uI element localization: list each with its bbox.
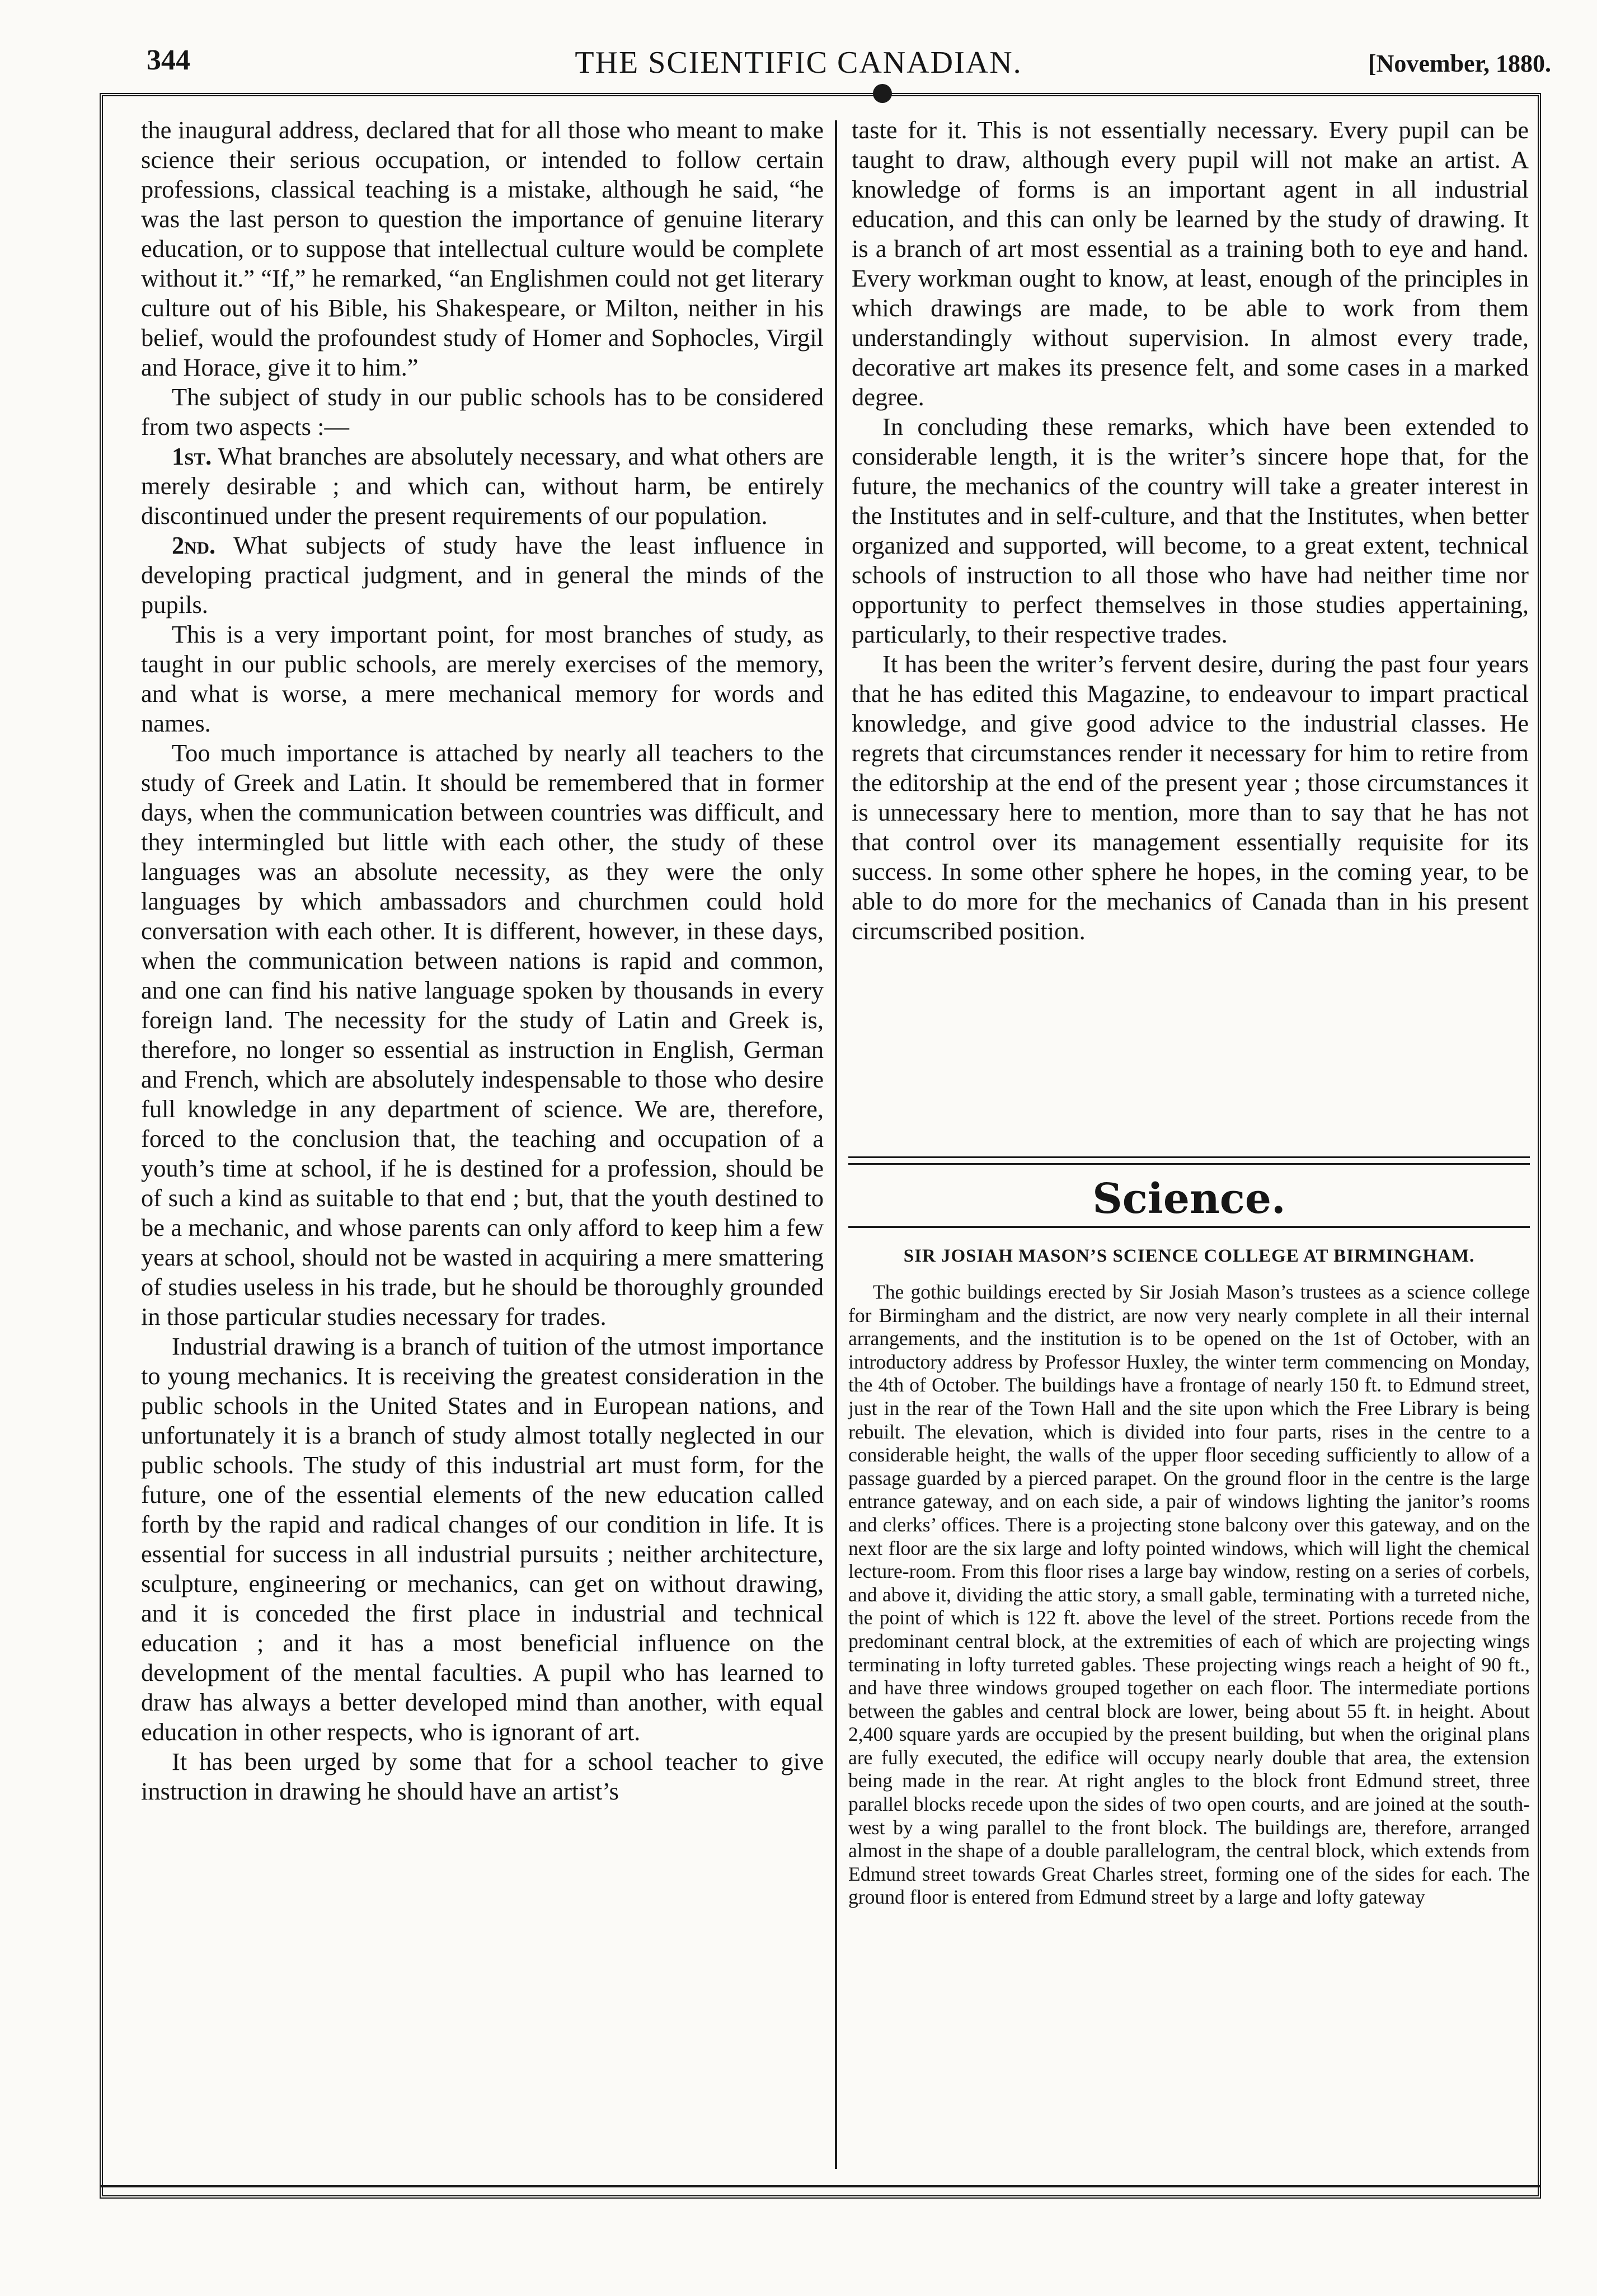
paragraph: Too much importance is attached by nearly all teachers to the study of Greek and Latin. It should be remembered that in former days, when the communication between countries was difficult, and they intermingled but little with each other, the study of these languages was an absolute necessity, as they were the only languages by which ambassadors and churchmen could hold conversation with each other. It is different, however, in these days, when the communication between nations is rapid and common, and one can find his native language spoken by thousands in every foreign land. The necessity for the study of Latin and Greek is, therefore, no longer so essential as instruction in English, German and French, which are absolutely indespensable to those who desire full knowledge in any department of science. We are, therefore, forced to the conclusion that, the teaching and occupation of a youth’s time at school, if he is destined for a profession, should be of such a kind as suitable to that end ; but, that the youth destined to be a mechanic, and whose parents can only afford to keep him a few years at school, should not be wasted in acquiring a mere smattering of studies useless in his trade, but he should be thoroughly grounded in those particular studies necessary for trades. (141, 739, 824, 1330)
paragraph-label: 2nd. (172, 531, 216, 559)
paragraph-text: What subjects of study have the least influence in developing practical judgment, and in general the minds of the pupils. (141, 531, 824, 618)
left-column (141, 115, 824, 1806)
section-rule (848, 1156, 1530, 1165)
section-heading: Science. (1092, 1175, 1286, 1223)
paragraph (141, 531, 824, 620)
page-number: 344 (147, 44, 190, 76)
paragraph: It has been the writer’s fervent desire, during the past four years that he has edited this Magazine, to endeavour to impart practical knowledge, and give good advice to the industrial classes. He regrets that circumstances render it necessary for him to retire from the editorship at the end of the present year ; those circumstances it is unnecessary here to mention, more than to say that he has not that control over its management essentially requisite for its success. In some other sphere he hopes, in the coming year, to be able to do more for the mechanics of Canada than in his present circumscribed position. (852, 650, 1529, 945)
paragraph: Industrial drawing is a branch of tuition of the utmost importance to young mechanics. It is receiving the greatest consideration in the public schools in the United States and in European nations, and unfortunately it is a branch of study almost totally neglected in our public schools. The study of this industrial art must form, for the future, one of the essential elements of the new education called forth by the rapid and radical changes of our condition in life. It is essential for success in all industrial pursuits ; neither architecture, sculpture, engineering or mechanics, can get on without drawing, and it is conceded the first place in industrial and technical education ; and it has a most beneficial influence on the development of the mental faculties. A pupil who has learned to draw has always a better developed mind than another, with equal education in other respects, who is ignorant of art. (141, 1332, 824, 1746)
article-body (848, 1281, 1530, 1909)
bottom-rule (100, 2185, 1541, 2187)
paragraph: This is a very important point, for most branches of study, as taught in our public schools, are merely exercises of the memory, and what is worse, a mere mechanical memory for words and names. (141, 620, 824, 737)
issue-date: [November, 1880. (1368, 50, 1551, 77)
paragraph-text: What branches are absolutely necessary, and what others are merely desirable ; and which can, without harm, be entirely discontinued under the present requirements of our population. (141, 442, 824, 530)
paragraph: The gothic buildings erected by Sir Josiah Mason’s trustees as a science college for Birmingham and the district, are now very nearly complete in all their internal arrangements, and the institution is to be opened on the 1st of October, with an introductory address by Professor Huxley, the winter term commencing on Monday, the 4th of October. The buildings have a frontage of nearly 150 ft. to Edmund street, just in the rear of the Town Hall and the site upon which the Free Library is being rebuilt. The elevation, which is divided into four parts, rises in the centre to a considerable height, the walls of the upper floor seceding sufficiently to allow of a passage guarded by a pierced parapet. On the ground floor in the centre is the large entrance gateway, and on each side, a pair of windows lighting the janitor’s rooms and clerks’ offices. There is a projecting stone balcony over this gateway, and on the next floor are the six large and lofty pointed windows, which will light the chemical lecture-room. From this floor rises a large bay window, resting on a series of corbels, and above it, dividing the attic story, a small gable, terminating with a turreted niche, the point of which is 122 ft. above the level of the street. Portions recede from the predominant central block, at the extremities of each of which are projecting wings terminating in lofty turreted gables. These projecting wings reach a height of 90 ft., and have three windows grouped together on each floor. The intermediate portions between the gables and central block are lower, being about 55 ft. in height. About 2,400 square yards are occupied by the present building, but when the original plans are fully executed, the edifice will occupy nearly double that area, the extension being made in the rear. At right angles to the block front Edmund street, three parallel blocks recede upon the sides of two open courts, and are joined at the south-west by a wing parallel to the front block. The buildings are, therefore, arranged almost in the shape of a double parallelogram, the central block, which extends from Edmund street towards Great Charles street, forming one of the sides for each. The ground floor is entered from Edmund street by a large and lofty gateway (848, 1281, 1530, 1909)
right-column (852, 115, 1529, 946)
section-rule (848, 1226, 1530, 1228)
paragraph: The subject of study in our public schools has to be considered from two aspects :— (141, 383, 824, 441)
paragraph: the inaugural address, declared that for all those who meant to make science their serious occupation, or intended to follow certain professions, classical teaching is a mistake, although he said, “he was the last person to question the importance of genuine literary education, or to suppose that intellectual culture would be complete without it.” “If,” he remarked, “an Englishmen could not get literary culture out of his Bible, his Shakespeare, or Milton, neither in his belief, would the profoundest study of Homer and Sophocles, Virgil and Horace, give it to him.” (141, 116, 824, 381)
ornament-dot (873, 84, 892, 103)
page-header (0, 0, 1597, 98)
paragraph-label: 1st. (172, 442, 212, 470)
journal-title: THE SCIENTIFIC CANADIAN. (575, 45, 1022, 80)
paragraph (141, 442, 824, 531)
article-title: SIR JOSIAH MASON’S SCIENCE COLLEGE AT BIRMINGHAM. (903, 1246, 1475, 1266)
paragraph: taste for it. This is not essentially necessary. Every pupil can be taught to draw, although every pupil will not make an artist. A knowledge of forms is an important agent in all industrial education, and this can only be learned by the study of drawing. It is a branch of art most essential as a training both to eye and hand. Every workman ought to know, at least, enough of the principles in which drawings are made, to be able to work from them understandingly without supervision. In almost every trade, decorative art makes its presence felt, and some cases in a marked degree. (852, 116, 1529, 411)
paragraph: In concluding these remarks, which have been extended to considerable length, it is the writer’s sincere hope that, for the future, the mechanics of the country will take a greater interest in the Institutes and in self-culture, and that the Institutes, when better organized and supported, will become, to a great extent, technical schools of instruction to all those who have had neither time nor opportunity to perfect themselves in those studies appertaining, particularly, to their respective trades. (852, 413, 1529, 648)
paragraph: It has been urged by some that for a school teacher to give instruction in drawing he should have an artist’s (141, 1747, 824, 1805)
column-divider (835, 120, 837, 2169)
